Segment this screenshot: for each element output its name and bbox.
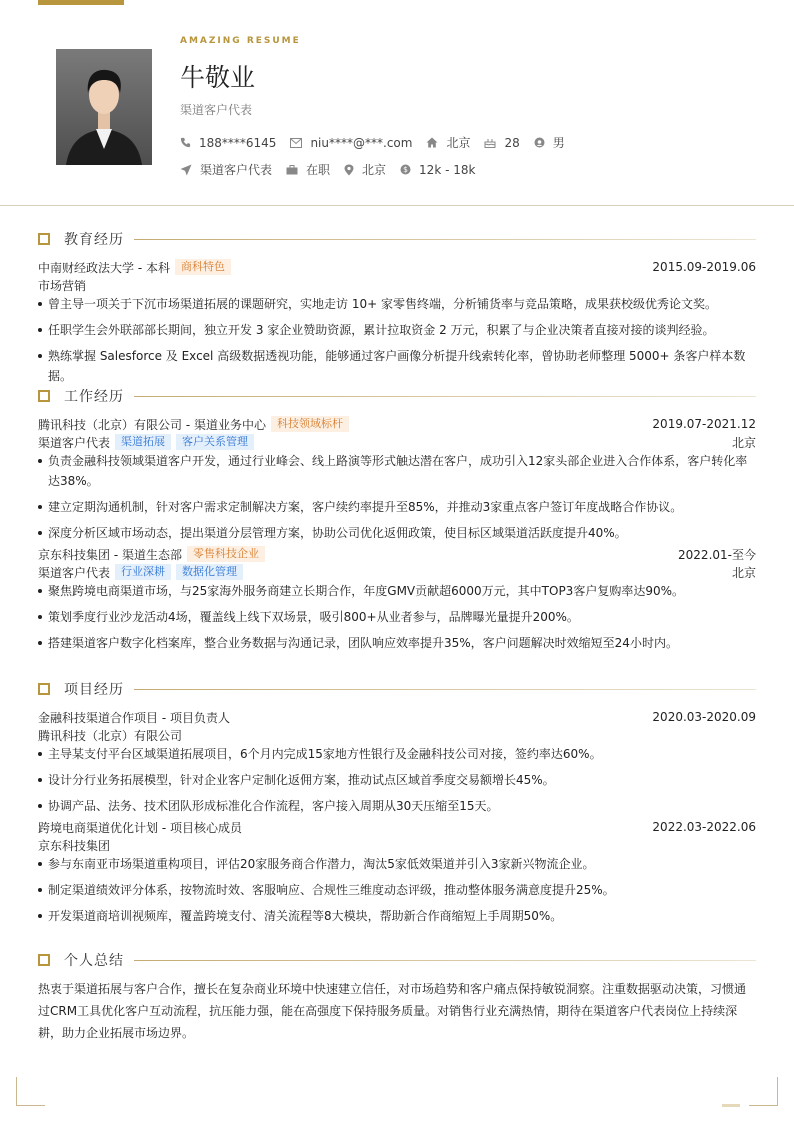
list-item: 深度分析区域市场动态，提出渠道分层管理方案，协助公司优化返佣政策，使目标区域渠道活跃度提升40%。 xyxy=(38,523,756,543)
footer-accent-dash xyxy=(722,1104,740,1107)
section-divider xyxy=(134,239,756,240)
list-item: 负责金融科技领域渠道客户开发，通过行业峰会、线上路演等形式触达潜在客户，成功引入12家头部企业进入合作体系，客户转化率达38%。 xyxy=(38,451,756,491)
person-portrait-icon xyxy=(56,49,152,165)
intent-city-item xyxy=(344,161,386,178)
list-item: 策划季度行业沙龙活动4场，覆盖线上线下双场景，吸引800+从业者参与，品牌曝光量提升200%。 xyxy=(38,607,756,627)
location-pin-icon xyxy=(344,164,354,176)
email-item xyxy=(290,136,412,150)
age-item xyxy=(484,136,519,150)
projects-section xyxy=(38,679,756,932)
gender-icon xyxy=(534,137,545,148)
mail-icon xyxy=(290,138,302,148)
job-intent-row xyxy=(180,161,489,178)
list-item: 开发渠道商培训视频库，覆盖跨境支付、清关流程等8大模块，帮助新合作商缩短上手周期50%。 xyxy=(38,906,756,926)
list-item: 协调产品、法务、技术团队形成标准化合作流程，客户接入周期从30天压缩至15天。 xyxy=(38,796,756,816)
project-org: 腾讯科技（北京）有限公司 xyxy=(38,728,183,743)
job-tag: 行业深耕 xyxy=(115,564,171,580)
cake-icon xyxy=(484,137,496,148)
job-tag: 渠道拓展 xyxy=(115,434,171,450)
resume-header xyxy=(0,0,794,206)
project-bullets xyxy=(38,744,756,816)
svg-text:$: $ xyxy=(403,165,408,175)
section-marker-icon xyxy=(38,683,50,695)
intent-role-item xyxy=(180,161,272,178)
project-org-row xyxy=(38,726,756,744)
project-entry xyxy=(38,708,756,816)
project-name: 金融科技渠道合作项目 - 项目负责人 xyxy=(38,710,230,725)
summary-text: 热衷于渠道拓展与客户合作，擅长在复杂商业环境中快速建立信任，对市场趋势和客户痛点保持敏锐洞察。注重数据驱动决策，习惯通过CRM工具优化客户互动流程，抗压能力强，能在高强度下保持服务质量。对销售行业充满热情，期待在渠道客户代表岗位上持续深耕，助力企业拓展市场边界。 xyxy=(38,982,747,1040)
candidate-job-title: 渠道客户代表 xyxy=(180,103,253,117)
job-badge: 零售科技企业 xyxy=(187,546,265,562)
home-icon xyxy=(426,137,438,148)
job-location: 北京 xyxy=(731,435,756,450)
list-item: 参与东南亚市场渠道重构项目，评估20家服务商合作潜力，淘汰5家低效渠道并引入3家新兴物流企业。 xyxy=(38,854,756,874)
job-header-row xyxy=(38,545,756,563)
job-location: 北京 xyxy=(731,565,756,580)
contact-info-row xyxy=(180,134,579,151)
profile-photo xyxy=(56,49,152,165)
job-company: 腾讯科技（北京）有限公司 - 渠道业务中心 xyxy=(38,417,266,432)
education-bullets xyxy=(38,294,756,386)
phone-item xyxy=(180,136,276,150)
projects-title: 项目经历 xyxy=(64,682,124,698)
header-tagline: AMAZING RESUME xyxy=(180,36,301,46)
section-marker-icon xyxy=(38,390,50,402)
job-company: 京东科技集团 - 渠道生态部 xyxy=(38,547,182,562)
status-item xyxy=(286,161,330,178)
job-tag: 数据化管理 xyxy=(176,564,243,580)
summary-section xyxy=(38,950,756,1044)
list-item: 曾主导一项关于下沉市场渠道拓展的课题研究，实地走访 10+ 家零售终端，分析铺货率与竞品策略，成果获校级优秀论文奖。 xyxy=(38,294,756,314)
project-entry xyxy=(38,818,756,926)
city-item xyxy=(426,134,470,151)
section-divider xyxy=(134,396,756,397)
city-text: 北京 xyxy=(446,136,471,150)
education-heading xyxy=(38,229,756,249)
age-text: 28 xyxy=(504,135,520,150)
job-role: 渠道客户代表 xyxy=(38,435,111,450)
list-item: 任职学生会外联部部长期间，独立开发 3 家企业赞助资源，累计拉取资金 2 万元，积累了与企业决策者直接对接的谈判经验。 xyxy=(38,320,756,340)
intent-city-text: 北京 xyxy=(362,163,387,177)
send-icon xyxy=(180,164,192,176)
project-name: 跨境电商渠道优化计划 - 项目核心成员 xyxy=(38,820,242,835)
education-major-row xyxy=(38,276,756,294)
project-header-row xyxy=(38,818,756,836)
education-major: 市场营销 xyxy=(38,278,87,293)
project-org-row xyxy=(38,836,756,854)
section-marker-icon xyxy=(38,233,50,245)
section-divider xyxy=(134,960,756,961)
email-text: niu****@***.com xyxy=(310,135,413,150)
list-item: 制定渠道绩效评分体系，按物流时效、客服响应、合规性三维度动态评级，推动整体服务满意度提升25%。 xyxy=(38,880,756,900)
project-date: 2022.03-2022.06 xyxy=(652,820,756,834)
job-role: 渠道客户代表 xyxy=(38,565,111,580)
job-date: 2019.07-2021.12 xyxy=(652,417,756,431)
job-bullets xyxy=(38,451,756,543)
work-title: 工作经历 xyxy=(64,389,124,405)
list-item: 主导某支付平台区域渠道拓展项目，6个月内完成15家地方性银行及金融科技公司对接，签约率达60%。 xyxy=(38,744,756,764)
job-header-row xyxy=(38,415,756,433)
education-section xyxy=(38,229,756,392)
briefcase-icon xyxy=(286,165,298,175)
summary-heading xyxy=(38,950,756,970)
phone-text: 188****6145 xyxy=(199,135,277,150)
salary-item xyxy=(400,163,475,177)
intent-role-text: 渠道客户代表 xyxy=(200,163,273,177)
list-item: 熟练掌握 Salesforce 及 Excel 高级数据透视功能，能够通过客户画像分析提升线索转化率，曾协助老师整理 5000+ 条客户样本数据。 xyxy=(38,346,756,386)
work-section xyxy=(38,386,756,659)
job-bullets xyxy=(38,581,756,653)
job-role-row xyxy=(38,433,756,451)
work-heading xyxy=(38,386,756,406)
gender-item xyxy=(534,134,565,151)
summary-title: 个人总结 xyxy=(64,953,124,969)
list-item: 设计分行业务拓展模型，针对企业客户定制化返佣方案，推动试点区域首季度交易额增长45%。 xyxy=(38,770,756,790)
money-icon xyxy=(400,164,411,175)
list-item: 聚焦跨境电商渠道市场，与25家海外服务商建立长期合作，年度GMV贡献超6000万元，其中TOP3客户复购率达90%。 xyxy=(38,581,756,601)
job-entry xyxy=(38,415,756,543)
list-item: 搭建渠道客户数字化档案库，整合业务数据与沟通记录，团队响应效率提升35%，客户问题解决时效缩短至24小时内。 xyxy=(38,633,756,653)
education-title: 教育经历 xyxy=(64,232,124,248)
project-date: 2020.03-2020.09 xyxy=(652,710,756,724)
job-tag: 客户关系管理 xyxy=(176,434,254,450)
education-entry-header xyxy=(38,258,756,276)
project-bullets xyxy=(38,854,756,926)
candidate-name: 牛敬业 xyxy=(180,63,256,92)
project-org: 京东科技集团 xyxy=(38,838,111,853)
phone-icon xyxy=(180,137,191,148)
corner-decoration-bottom-right xyxy=(749,1077,778,1106)
salary-text: 12k - 18k xyxy=(419,162,476,177)
education-date: 2015.09-2019.06 xyxy=(652,260,756,274)
list-item: 建立定期沟通机制，针对客户需求定制解决方案，客户续约率提升至85%，并推动3家重点客户签订年度战略合作协议。 xyxy=(38,497,756,517)
status-text: 在职 xyxy=(306,163,331,177)
school-line: 中南财经政法大学 - 本科 xyxy=(38,260,170,275)
job-date: 2022.01-至今 xyxy=(678,547,756,562)
section-divider xyxy=(134,689,756,690)
project-header-row xyxy=(38,708,756,726)
job-badge: 科技领域标杆 xyxy=(271,416,349,432)
gender-text: 男 xyxy=(552,136,565,150)
education-badge: 商科特色 xyxy=(175,259,231,275)
section-marker-icon xyxy=(38,954,50,966)
job-entry xyxy=(38,545,756,653)
projects-heading xyxy=(38,679,756,699)
corner-decoration-bottom-left xyxy=(16,1077,45,1106)
job-role-row xyxy=(38,563,756,581)
